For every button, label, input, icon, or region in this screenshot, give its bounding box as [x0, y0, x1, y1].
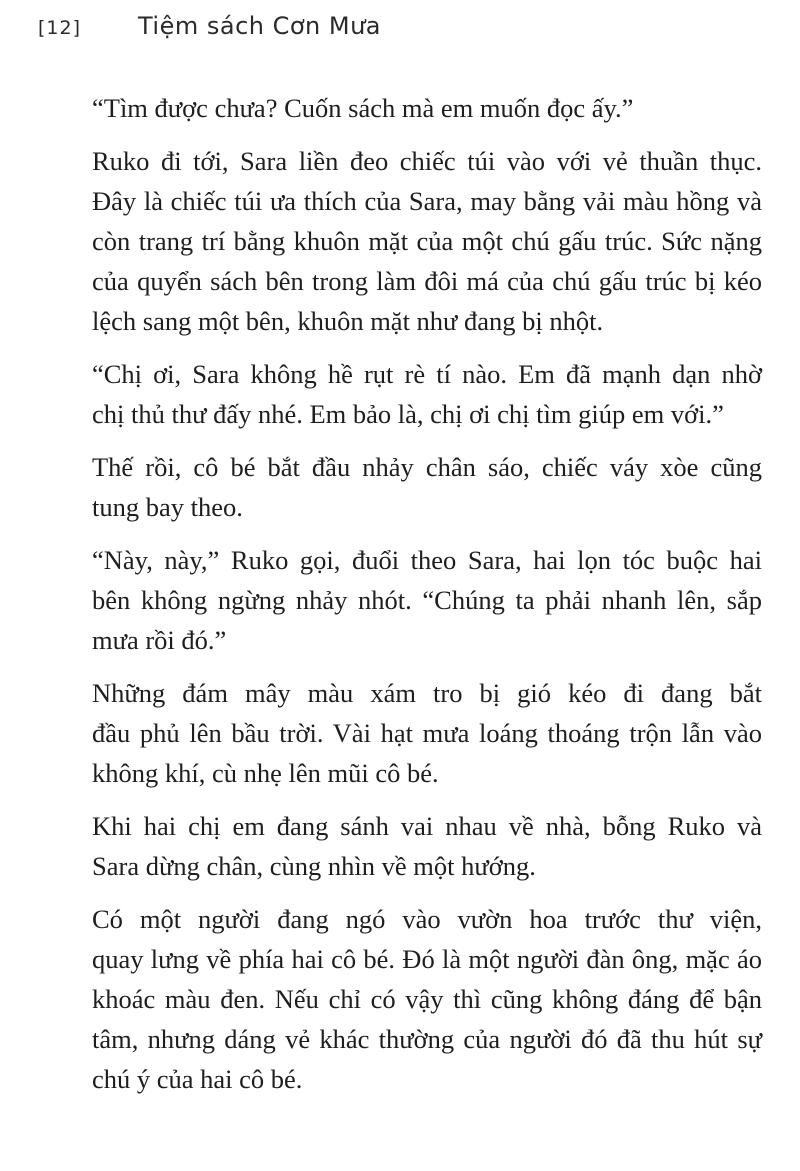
text-line: lệch sang một bên, khuôn mặt như đang bị nhột.: [92, 306, 604, 336]
text-line: Khi hai chị em đang sánh vai nhau về nhà, bỗng Ruko và: [92, 811, 762, 841]
book-title: Tiệm sách Cơn Mưa: [138, 12, 382, 40]
body-text: [38, 88, 762, 1112]
text-line: khoác màu đen. Nếu chỉ có vậy thì cũng không đáng để bận: [92, 984, 762, 1014]
paragraph: [38, 354, 762, 434]
text-line: Đây là chiếc túi ưa thích của Sara, may bằng vải màu hồng và: [92, 186, 762, 216]
text-line: “Này, này,” Ruko gọi, đuổi theo Sara, hai lọn tóc buộc hai: [92, 545, 762, 575]
paragraph: [38, 806, 762, 886]
paragraph: [38, 899, 762, 1099]
text-line: Ruko đi tới, Sara liền đeo chiếc túi vào với vẻ thuần thục.: [92, 146, 762, 176]
text-line: tung bay theo.: [92, 492, 243, 522]
paragraph: [38, 447, 762, 527]
text-line: không khí, cù nhẹ lên mũi cô bé.: [92, 758, 439, 788]
paragraph: [38, 673, 762, 793]
text-line: “Chị ơi, Sara không hề rụt rè tí nào. Em đã mạnh dạn nhờ: [92, 359, 762, 389]
text-line: Sara dừng chân, cùng nhìn về một hướng.: [92, 851, 536, 881]
text-line: chú ý của hai cô bé.: [92, 1064, 303, 1094]
text-line: mưa rồi đó.”: [92, 625, 227, 655]
page-number: [12]: [38, 17, 82, 39]
text-line: bên không ngừng nhảy nhót. “Chúng ta phải nhanh lên, sắp: [92, 585, 762, 615]
paragraph: [38, 141, 762, 341]
text-line: chị thủ thư đấy nhé. Em bảo là, chị ơi chị tìm giúp em với.”: [92, 399, 724, 429]
paragraph: [38, 88, 762, 128]
text-line: còn trang trí bằng khuôn mặt của một chú gấu trúc. Sức nặng: [92, 226, 762, 256]
text-line: tâm, nhưng dáng vẻ khác thường của người đó đã thu hút sự: [92, 1024, 762, 1054]
text-line: Có một người đang ngó vào vườn hoa trước thư viện,: [92, 904, 762, 934]
text-line: “Tìm được chưa? Cuốn sách mà em muốn đọc ấy.”: [92, 93, 634, 123]
text-line: Thế rồi, cô bé bắt đầu nhảy chân sáo, chiếc váy xòe cũng: [92, 452, 762, 482]
paragraph: [38, 540, 762, 660]
text-line: quay lưng về phía hai cô bé. Đó là một người đàn ông, mặc áo: [92, 944, 762, 974]
text-line: đầu phủ lên bầu trời. Vài hạt mưa loáng thoáng trộn lẫn vào: [92, 718, 762, 748]
text-line: của quyển sách bên trong làm đôi má của chú gấu trúc bị kéo: [92, 266, 762, 296]
running-header: [38, 12, 381, 44]
text-line: Những đám mây màu xám tro bị gió kéo đi đang bắt: [92, 678, 762, 708]
